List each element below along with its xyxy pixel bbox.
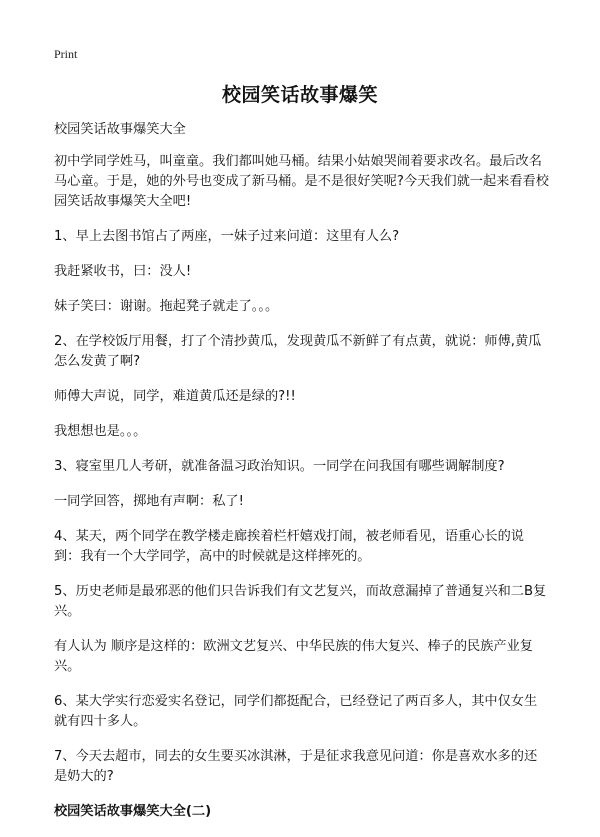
joke-paragraph: 有人认为 顺序是这样的：欧洲文艺复兴、中华民族的伟大复兴、棒子的民族产业复兴。 <box>54 639 533 674</box>
article-body <box>54 120 550 837</box>
print-link[interactable]: Print <box>54 47 78 61</box>
joke-paragraph: 我想想也是。。。 <box>54 424 147 439</box>
joke-paragraph: 2、在学校饭厅用餐，打了个清抄黄瓜，发现黄瓜不新鲜了有点黄，就说：师傅,黄瓜怎么发黄了啊? <box>54 334 542 369</box>
joke-paragraph: 3、寝室里几人考研，就准备温习政治知识。一同学在问我国有哪些调解制度? <box>54 459 505 474</box>
joke-paragraph: 一同学回答，掷地有声啊：私了! <box>54 494 244 509</box>
page-title: 校园笑话故事爆笑 <box>221 84 378 106</box>
joke-paragraph: 1、早上去图书馆占了两座，一妹子过来问道：这里有人么? <box>54 229 400 244</box>
section-heading: 校园笑话故事爆笑大全(二) <box>54 804 212 819</box>
joke-paragraph: 师傅大声说，同学，难道黄瓜还是绿的?!! <box>54 389 296 404</box>
joke-paragraph: 我赶紧收书，曰：没人! <box>54 264 192 279</box>
intro-paragraph: 初中学同学姓马，叫童童。我们都叫她马桶。结果小姑娘哭闹着要求改名。最后改名马心童。于是，她的外号也变成了新马桶。是不是很好笑呢?今天我们就一起来看看校园笑话故事爆笑大全吧! <box>54 154 549 209</box>
joke-paragraph: 7、今天去超市，同去的女生要买冰淇淋，于是征求我意见问道：你是喜欢水多的还是奶大的? <box>54 749 538 784</box>
intro-heading: 校园笑话故事爆笑大全 <box>54 122 186 137</box>
joke-paragraph: 4、某天，两个同学在教学楼走廊挨着栏杆嬉戏打闹，被老师看见，语重心长的说到：我有一个大学同学，高中的时候就是这样摔死的。 <box>54 529 524 564</box>
joke-paragraph: 妹子笑曰：谢谢。拖起凳子就走了。。。 <box>54 299 279 314</box>
joke-paragraph: 5、历史老师是最邪恶的他们只告诉我们有文艺复兴，而故意漏掉了普通复兴和二B复兴。 <box>54 584 547 619</box>
joke-paragraph: 6、某大学实行恋爱实名登记，同学们都挺配合，已经登记了两百多人，其中仅女生就有四十多人。 <box>54 694 538 729</box>
